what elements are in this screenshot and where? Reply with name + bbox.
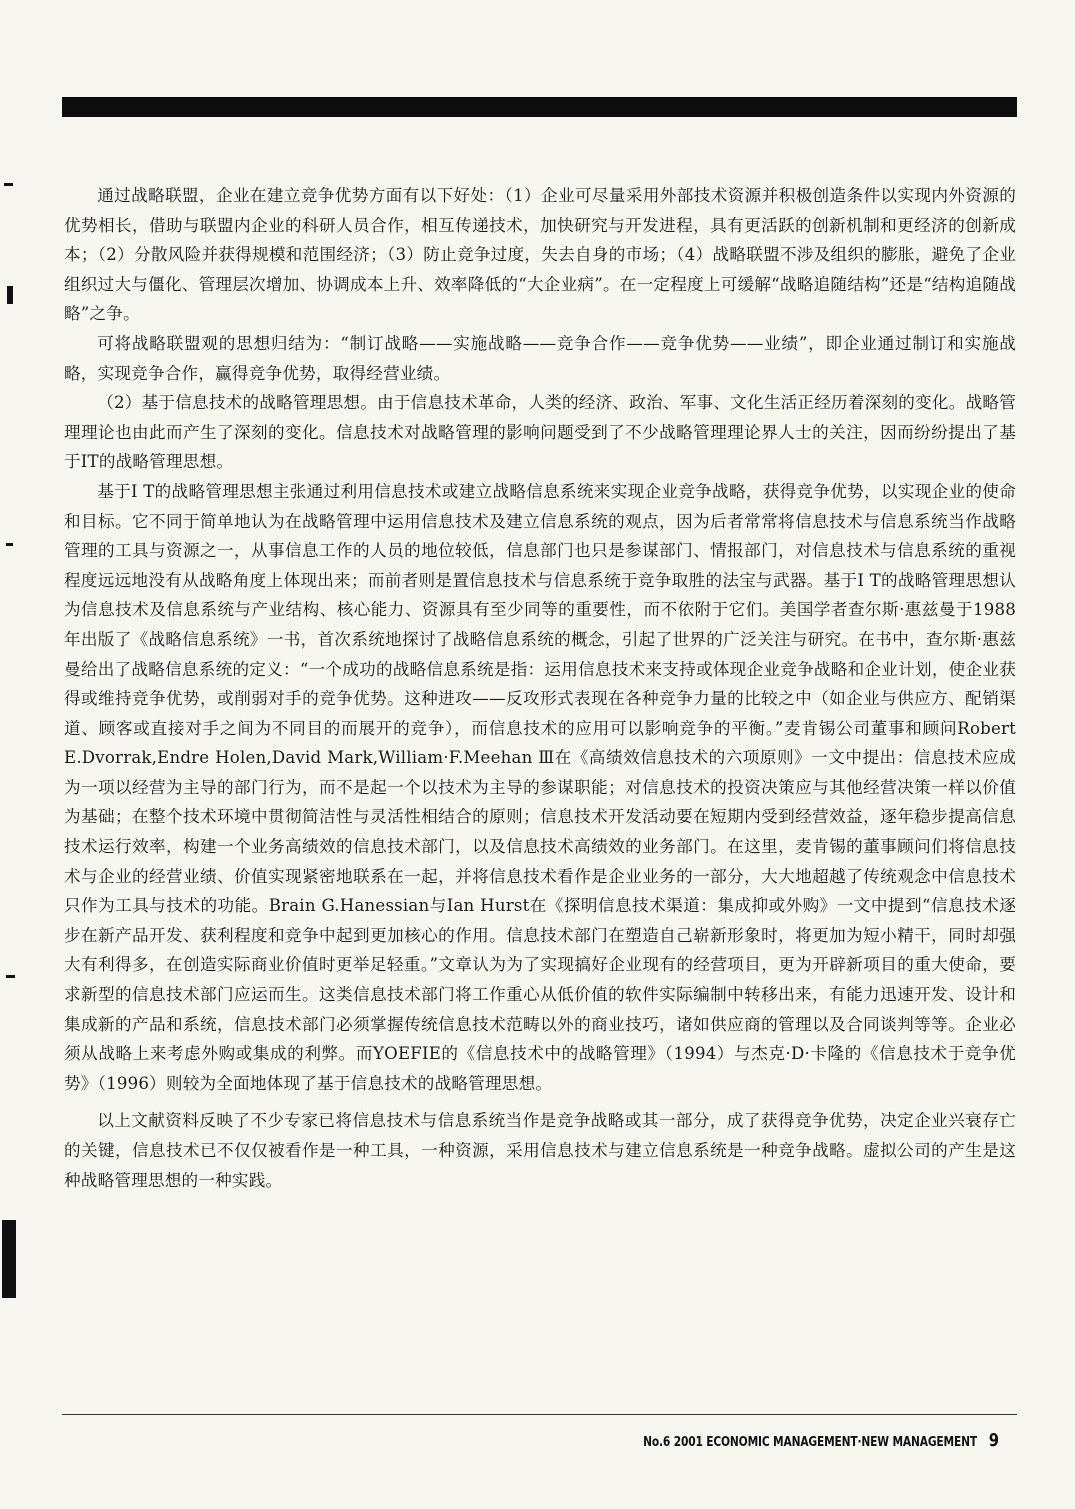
margin-mark xyxy=(7,286,13,304)
margin-mark xyxy=(6,975,15,978)
journal-citation: No.6 2001 ECONOMIC MANAGEMENT·NEW MANAGEMENT xyxy=(643,1435,978,1450)
margin-mark xyxy=(6,543,13,546)
margin-mark xyxy=(4,183,13,186)
paragraph-alliance-summary: 可将战略联盟观的思想归结为：“制订战略——实施战略——竞争合作——竞争优势——业绩”，即企业通过制订和实施战略，实现竞争合作，赢得竞争优势，取得经营业绩。 xyxy=(64,333,1016,383)
paragraph-it-strategy-detail: 基于I T的战略管理思想主张通过利用信息技术或建立战略信息系统来实现企业竞争战略，获得竞争优势，以实现企业的使命和目标。它不同于简单地认为在战略管理中运用信息技术及建立信息系统的观点，因为后者常常将信息技术与信息系统当作战略管理的工具与资源之一，从事信息工作的人员的地位较低，信息部门也只是参谋部门、情报部门，对信息技术与信息系统的重视程度远远地没有从战略角度上体现出来；而前者则是置信息技术与信息系统于竞争取胜的法宝与武器。基于I T的战略管理思想认为信息技术及信息系统与产业结构、核心能力、资源具有至少同等的重要性，而不依附于它们。美国学者查尔斯·惠兹曼于1988年出版了《战略信息系统》一书，首次系统地探讨了战略信息系统的概念，引起了世界的广泛关注与研究。在书中，查尔斯·惠兹曼给出了战略信息系统的定义：“一个成功的战略信息系统是指：运用信息技术来支持或体现企业竞争战略和企业计划，使企业获得或维持竞争优势，或削弱对手的竞争优势。这种进攻——反攻形式表现在各种竞争力量的比较之中（如企业与供应方、配销渠道、顾客或直接对手之间为不同目的而展开的竞争），而信息技术的应用可以影响竞争的平衡。”麦肯锡公司董事和顾问Robert E.Dvorrak,Endre Holen,David Mark,William·F.Meehan Ⅲ在《高绩效信息技术的六项原则》一文中提出：信息技术应成为一项以经营为主导的部门行为，而不是起一个以技术为主导的参谋职能；对信息技术的投资决策应与其他经营决策一样以价值为基础；在整个技术环境中贯彻简洁性与灵活性相结合的原则；信息技术开发活动要在短期内受到经营效益，逐年稳步提高信息技术运行效率，构建一个业务高绩效的信息技术部门，以及信息技术高绩效的业务部门。在这里，麦肯锡的董事顾问们将信息技术与企业的经营业绩、价值实现紧密地联系在一起，并将信息技术看作是企业业务的一部分，大大地超越了传统观念中信息技术只作为工具与技术的功能。Brain G.Hanessian与Ian Hurst在《探明信息技术渠道：集成抑或外购》一文中提到“信息技术逐步在新产品开发、获利程度和竞争中起到更加核心的作用。信息技术部门在塑造自己崭新形象时，将更加为短小精干，同时却强大有利得多，在创造实际商业价值时更举足轻重。”文章认为为了实现搞好企业现有的经营项目，更为开辟新项目的重大使命，要求新型的信息技术部门应运而生。这类信息技术部门将工作重心从低价值的软件实际编制中转移出来，有能力迅速开发、设计和集成新的产品和系统，信息技术部门必须掌握传统信息技术范畴以外的商业技巧，诸如供应商的管理以及合同谈判等等。企业必须从战略上来考虑外购或集成的利弊。而YOEFIE的《信息技术中的战略管理》（1994）与杰克·D·卡隆的《信息技术于竞争优势》（1996）则较为全面地体现了基于信息技术的战略管理思想。 xyxy=(64,481,1016,1093)
paragraph-it-strategy-intro: （2）基于信息技术的战略管理思想。由于信息技术革命，人类的经济、政治、军事、文化生活正经历着深刻的变化。战略管理理论也由此而产生了深刻的变化。信息技术对战略管理的影响问题受到了不少战略管理理论界人士的关注，因而纷纷提出了基于IT的战略管理思想。 xyxy=(64,393,1016,472)
page-footer xyxy=(643,1430,999,1451)
paragraph-alliance-benefits: 通过战略联盟，企业在建立竞争优势方面有以下好处：（1）企业可尽量采用外部技术资源并积极创造条件以实现内外资源的优势相长，借助与联盟内企业的科研人员合作，相互传递技术，加快研究与开发进程，具有更活跃的创新机制和更经济的创新成本；（2）分散风险并获得规模和范围经济；（3）防止竞争过度，失去自身的市场；（4）战略联盟不涉及组织的膨胀，避免了企业组织过大与僵化、管理层次增加、协调成本上升、效率降低的“大企业病”。在一定程度上可缓解“战略追随结构”还是“结构追随战略”之争。 xyxy=(64,186,1016,324)
page-number: 9 xyxy=(988,1430,999,1451)
article-body xyxy=(64,181,1016,1195)
margin-mark xyxy=(2,1220,16,1298)
paragraph-conclusion: 以上文献资料反映了不少专家已将信息技术与信息系统当作是竞争战略或其一部分，成了获得竞争优势，决定企业兴衰存亡的关键，信息技术已不仅仅被看作是一种工具，一种资源，采用信息技术与建立信息系统是一种竞争战略。虚拟公司的产生是这种战略管理思想的一种实践。 xyxy=(64,1111,1016,1190)
footer-rule xyxy=(62,1414,1017,1415)
header-rule-bar xyxy=(62,97,1017,117)
